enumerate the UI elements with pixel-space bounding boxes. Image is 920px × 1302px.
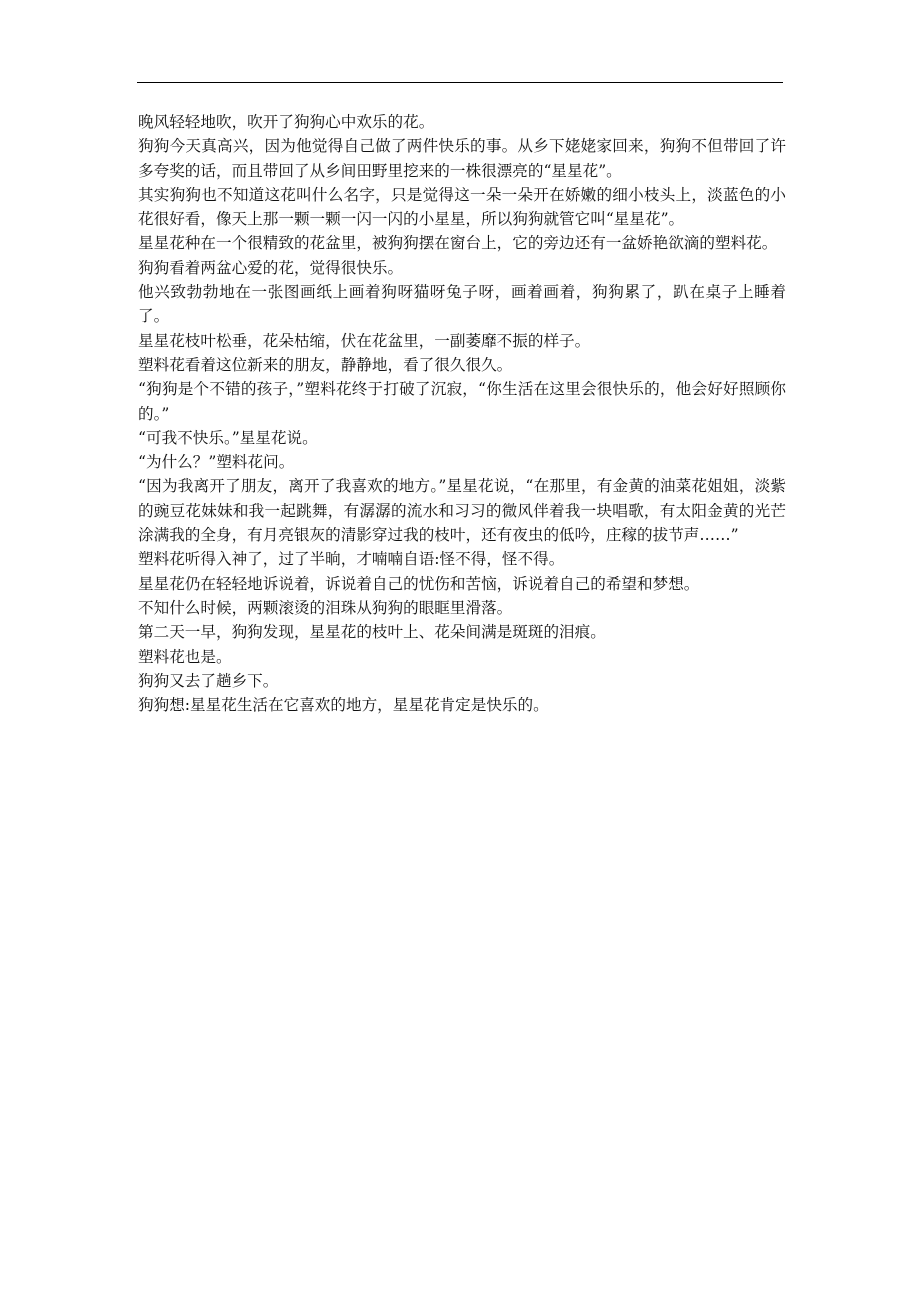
paragraph-6: 他兴致勃勃地在一张图画纸上画着狗呀猫呀兔子呀，画着画着，狗狗累了，趴在桌子上睡着了。: [138, 283, 786, 326]
paragraph-8: 塑料花看着这位新来的朋友，静静地，看了很久很久。: [138, 355, 513, 374]
paragraph-12: “因为我离开了朋友，离开了我喜欢的地方。”星星花说，“在那里，有金黄的油菜花姐姐，淡紫的豌豆花妹妹和我一起跳舞，有潺潺的流水和习习的微风伴着我一块唱歌，有太阳金黄的光芒涂满我的全身，有月亮银灰的清影穿过我的枝叶，还有夜虫的低吟，庄稼的拔节声……”: [138, 477, 786, 545]
paragraph-5: 狗狗看着两盆心爱的花，觉得很快乐。: [138, 258, 404, 277]
paragraph-9: “狗狗是个不错的孩子，”塑料花终于打破了沉寂，“你生活在这里会很快乐的，他会好好照顾你的。”: [138, 380, 786, 423]
paragraph-1: 晚风轻轻地吹，吹开了狗狗心中欢乐的花。: [138, 113, 435, 131]
paragraph-2: 狗狗今天真高兴，因为他觉得自己做了两件快乐的事。从乡下姥姥家回来，狗狗不但带回了许多夸奖的话，而且带回了从乡间田野里挖来的一株很漂亮的“星星花”。: [138, 137, 786, 180]
paragraph-15: 不知什么时候，两颗滚烫的泪珠从狗狗的眼眶里滑落。: [138, 598, 513, 617]
paragraph-4: 星星花种在一个很精致的花盆里，被狗狗摆在窗台上，它的旁边还有一盆娇艳欲滴的塑料花。: [138, 234, 778, 253]
header-rule: [137, 82, 783, 83]
paragraph-19: 狗狗想:星星花生活在它喜欢的地方，星星花肯定是快乐的。: [138, 696, 549, 715]
paragraph-18: 狗狗又去了趟乡下。: [138, 671, 279, 690]
paragraph-13: 塑料花听得入神了，过了半晌，才喃喃自语:怪不得，怪不得。: [138, 550, 565, 569]
paragraph-3: 其实狗狗也不知道这花叫什么名字，只是觉得这一朵一朵开在娇嫩的细小枝头上，淡蓝色的小花很好看，像天上那一颗一颗一闪一闪的小星星，所以狗狗就管它叫“星星花”。: [138, 185, 786, 229]
paragraph-7: 星星花枝叶松垂，花朵枯缩，伏在花盆里，一副萎靡不振的样子。: [138, 331, 591, 350]
document-body: [138, 110, 786, 717]
paragraph-10: “可我不快乐。”星星花说。: [138, 428, 318, 447]
paragraph-17: 塑料花也是。: [138, 647, 232, 666]
paragraph-14: 星星花仍在轻轻地诉说着，诉说着自己的忧伤和苦恼，诉说着自己的希望和梦想。: [138, 574, 700, 593]
paragraph-16: 第二天一早，狗狗发现，星星花的枝叶上、花朵间满是斑斑的泪痕。: [138, 623, 606, 642]
paragraph-11: “为什么？”塑料花问。: [138, 453, 295, 472]
